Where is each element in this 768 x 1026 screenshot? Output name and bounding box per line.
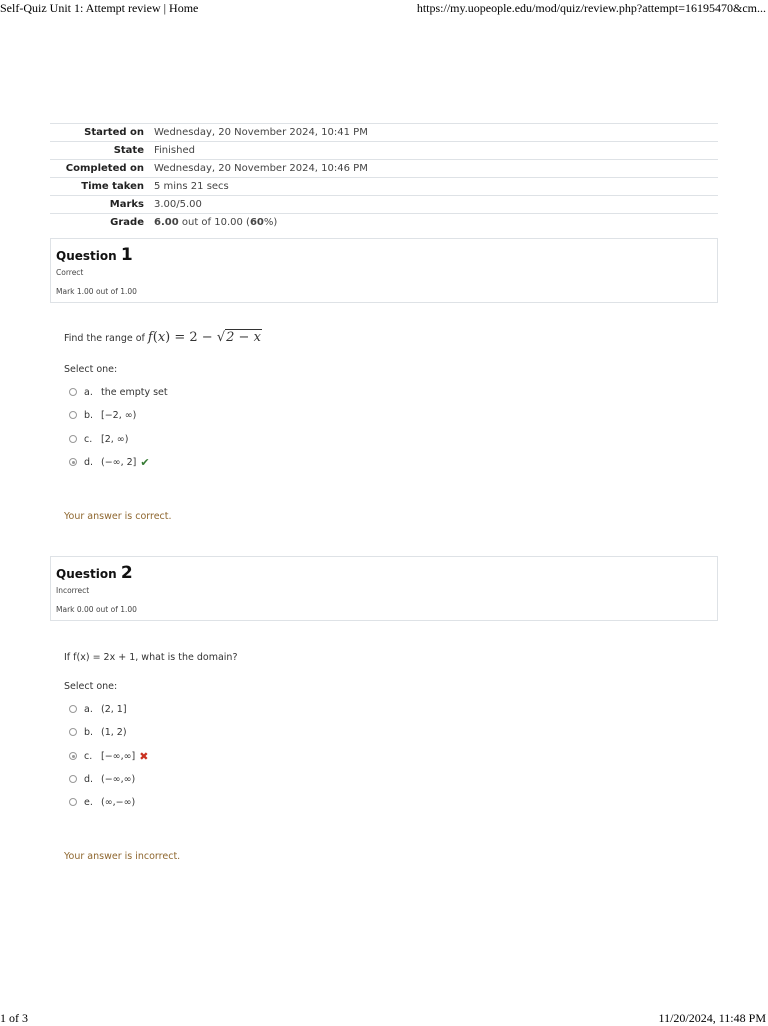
select-one-prompt: Select one: [64,681,118,692]
option-text: (1, 2) [101,726,127,738]
summary-grade-value [152,214,718,232]
radio-button[interactable] [69,798,77,806]
radio-button[interactable] [69,775,77,783]
option-letter: b. [84,726,94,738]
summary-row [50,160,718,178]
summary-value: 5 mins 21 secs [154,181,229,192]
answer-option[interactable] [69,385,168,399]
option-text: [2, ∞) [101,433,129,445]
summary-label: State [113,145,144,156]
radio-button[interactable] [69,411,77,419]
radio-button[interactable] [69,705,77,713]
option-text: [−2, ∞) [101,409,137,421]
attempt-summary-table [50,123,718,231]
question-grade: Mark 0.00 out of 1.00 [56,605,137,614]
question-2-text: If f(x) = 2x + 1, what is the domain? [64,652,238,663]
radio-button[interactable] [69,388,77,396]
summary-row [50,214,718,232]
radio-button-selected[interactable] [69,458,77,466]
option-letter: c. [84,750,93,762]
grade-text: out of 10.00 ( [178,217,250,228]
option-text: (∞,−∞) [101,796,136,808]
option-letter: c. [84,433,93,445]
option-text: (2, 1] [101,703,127,715]
option-letter: d. [84,773,94,785]
option-text: (−∞, 2] [101,456,137,468]
print-header-title: Self-Quiz Unit 1: Attempt review | Home [0,1,199,15]
question-number: Question 2 [56,563,133,583]
summary-row [50,178,718,196]
answer-option[interactable] [69,432,128,446]
summary-label: Marks [109,199,144,210]
question-state: Correct [56,268,84,277]
answer-option[interactable] [69,702,127,716]
option-letter: a. [84,386,93,398]
select-one-prompt: Select one: [64,364,118,375]
summary-value: 3.00/5.00 [154,199,202,210]
option-text: the empty set [101,386,168,398]
option-text: (−∞,∞) [101,773,136,785]
grade-score: 6.00 [154,217,179,228]
summary-value: Wednesday, 20 November 2024, 10:46 PM [154,163,368,174]
print-footer-datetime: 11/20/2024, 11:48 PM [658,1011,766,1025]
summary-row [50,124,718,142]
math-formula: f(x) = 2 − √2 − x [147,330,261,345]
grade-percent: 60 [249,217,264,228]
option-letter: d. [84,456,94,468]
question-1-info [50,238,718,303]
print-footer-page: 1 of 3 [0,1011,28,1025]
option-text: [−∞,∞] [101,750,136,762]
check-icon: ✔ [140,455,150,469]
answer-option-selected[interactable] [69,455,150,469]
answer-option[interactable] [69,725,127,739]
option-letter: b. [84,409,94,421]
radio-button[interactable] [69,728,77,736]
summary-value: Wednesday, 20 November 2024, 10:41 PM [154,127,368,138]
question-number: Question 1 [56,245,133,265]
summary-label: Time taken [81,181,144,192]
summary-row [50,142,718,160]
summary-row [50,196,718,214]
question-grade: Mark 1.00 out of 1.00 [56,287,137,296]
option-letter: e. [84,796,93,808]
answer-option[interactable] [69,408,136,422]
grade-text-end: %) [263,217,278,228]
summary-label: Started on [84,127,144,138]
question-feedback: Your answer is incorrect. [64,851,181,862]
question-feedback: Your answer is correct. [64,511,172,522]
answer-option-selected[interactable] [69,749,148,763]
answer-option[interactable] [69,795,135,809]
summary-value: Finished [154,145,195,156]
radio-button-selected[interactable] [69,752,77,760]
question-2-info [50,556,718,621]
answer-option[interactable] [69,772,135,786]
summary-label: Completed on [65,163,144,174]
cross-icon: ✖ [139,749,149,763]
question-1-text: Find the range of f(x) = 2 − √2 − x [64,330,261,345]
summary-label: Grade [110,217,144,228]
option-letter: a. [84,703,93,715]
print-header-url: https://my.uopeople.edu/mod/quiz/review.php?attempt=16195470&cm... [416,1,766,15]
radio-button[interactable] [69,435,77,443]
question-state: Incorrect [56,586,90,595]
